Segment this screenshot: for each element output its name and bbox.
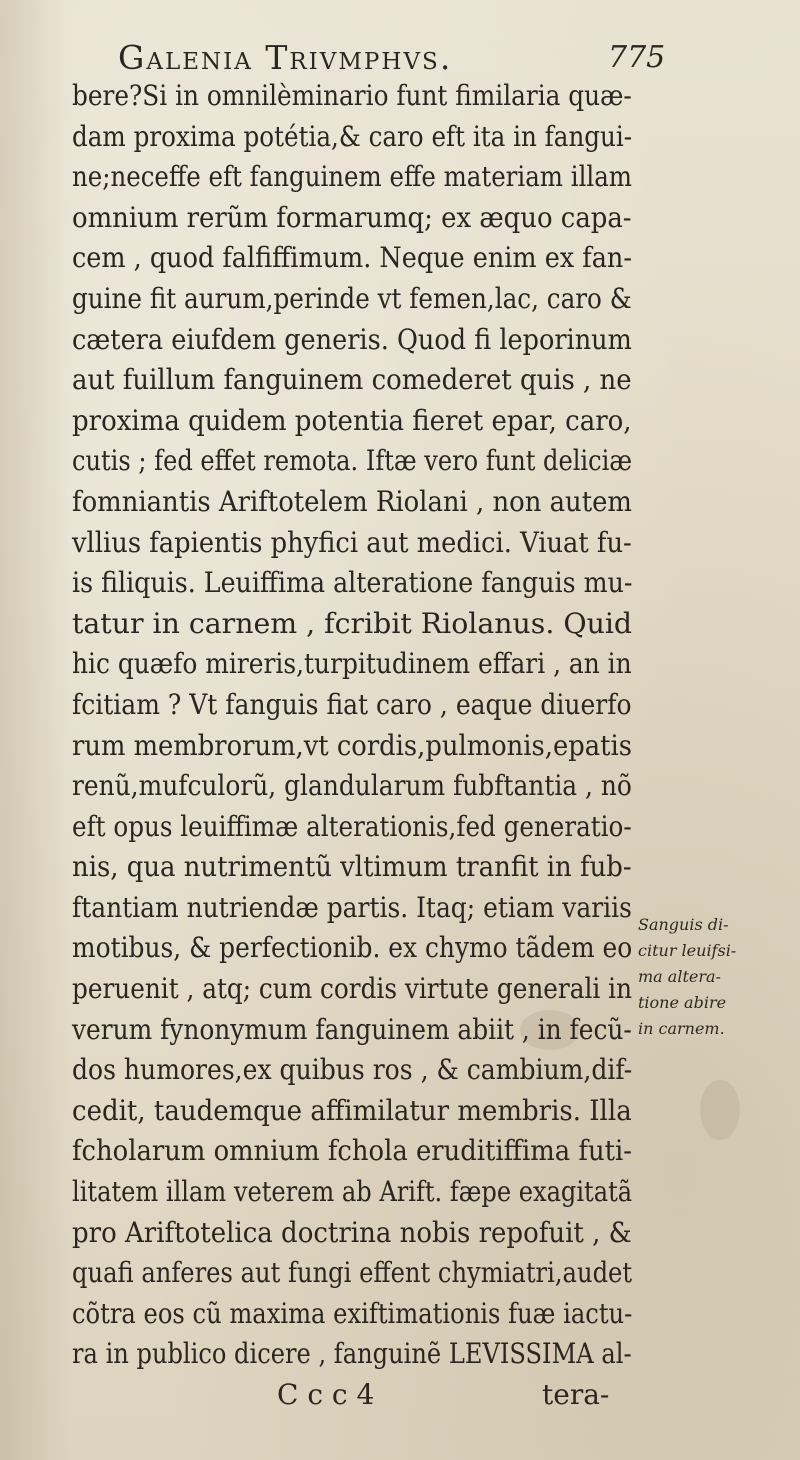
text-line: rum membrorum,vt cordis,pulmonis,epatis	[72, 728, 632, 762]
margin-note-line: in carnem.	[638, 1019, 725, 1038]
text-line: guine fit aurum,perinde vt femen,lac, caro &	[72, 281, 632, 315]
margin-note-line: citur leuifsi-	[638, 941, 737, 960]
text-line: cõtra eos cũ maxima exiftimationis fuæ iactu-	[72, 1296, 633, 1330]
text-line: ne;neceffe eft fanguinem effe materiam illam	[72, 160, 632, 194]
text-line: dam proxima potétia,& caro eft ita in fangui-	[72, 119, 633, 153]
body-text	[72, 76, 633, 1415]
text-line: omnium rerũm formarumq; ex æquo capa-	[72, 200, 632, 234]
text-line: peruenit , atq; cum cordis virtute generali in	[72, 972, 633, 1006]
text-line: verum fynonymum fanguinem abiit , in fecũ-	[72, 1012, 632, 1046]
text-line: vllius fapientis phyfici aut medici. Viuat fu-	[72, 525, 632, 559]
text-line: nis, qua nutrimentũ vltimum tranfit in fub-	[72, 850, 632, 884]
text-line: cutis ; fed effet remota. Iftæ vero funt deliciæ	[72, 444, 632, 478]
signature-mark: C c c 4	[277, 1378, 375, 1411]
text-line: dos humores,ex quibus ros , & cambium,dif-	[72, 1053, 633, 1087]
text-line: hic quæfo mireris,turpitudinem effari , an in	[72, 647, 632, 681]
text-line: cætera eiufdem generis. Quod fi leporinum	[72, 322, 632, 356]
text-line: fcitiam ? Vt fanguis fiat caro , eaque diuerfo	[72, 687, 632, 721]
text-line: renũ,mufculorũ, glandularum fubftantia , nõ	[72, 769, 632, 803]
text-line: ra in publico dicere , fanguinẽ LEVISSIMA al-	[72, 1337, 632, 1371]
text-line: bere?Si in omnilèminario funt fimilaria quæ-	[72, 79, 632, 112]
text-line: motibus, & perfectionib. ex chymo tãdem eo	[72, 931, 633, 965]
text-line: aut fuillum fanguinem comederet quis , ne	[72, 363, 632, 397]
margin-note	[638, 912, 798, 1042]
text-line: proxima quidem potentia fieret epar, caro,	[72, 403, 632, 437]
text-line: pro Ariftotelica doctrina nobis repofuit , &	[72, 1215, 632, 1249]
margin-note-line: tione abire	[638, 993, 727, 1012]
margin-note-line: Sanguis di-	[638, 915, 729, 934]
text-line: tatur in carnem , fcribit Riolanus. Quid	[72, 606, 633, 640]
text-line: litatem illam veterem ab Arift. fæpe exagitatã	[72, 1175, 633, 1209]
text-line: fcholarum omnium fchola eruditiffima futi-	[72, 1134, 632, 1168]
page-number: 775	[608, 40, 666, 75]
catchword: tera-	[542, 1378, 610, 1411]
margin-note-line: ma altera-	[638, 967, 721, 986]
gutter-shadow	[0, 0, 70, 1460]
text-line: cem , quod falfiffimum. Neque enim ex fan-	[72, 241, 632, 275]
text-line: quafi anferes aut fungi effent chymiatri,audet	[72, 1256, 633, 1290]
text-line: eft opus leuiffimæ alterationis,fed generatio-	[72, 809, 632, 843]
running-title: Galenia Trivmphvs.	[118, 38, 453, 77]
text-line: cedit, taudemque affimilatur membris. Illa	[72, 1093, 632, 1127]
paper-stain	[700, 1080, 740, 1140]
text-line: fomniantis Ariftotelem Riolani , non autem	[72, 484, 632, 518]
text-line: ftantiam nutriendæ partis. Itaq; etiam variis	[72, 890, 632, 924]
text-line: is filiquis. Leuiffima alteratione fanguis mu-	[72, 566, 633, 600]
signature-line	[72, 1375, 610, 1415]
